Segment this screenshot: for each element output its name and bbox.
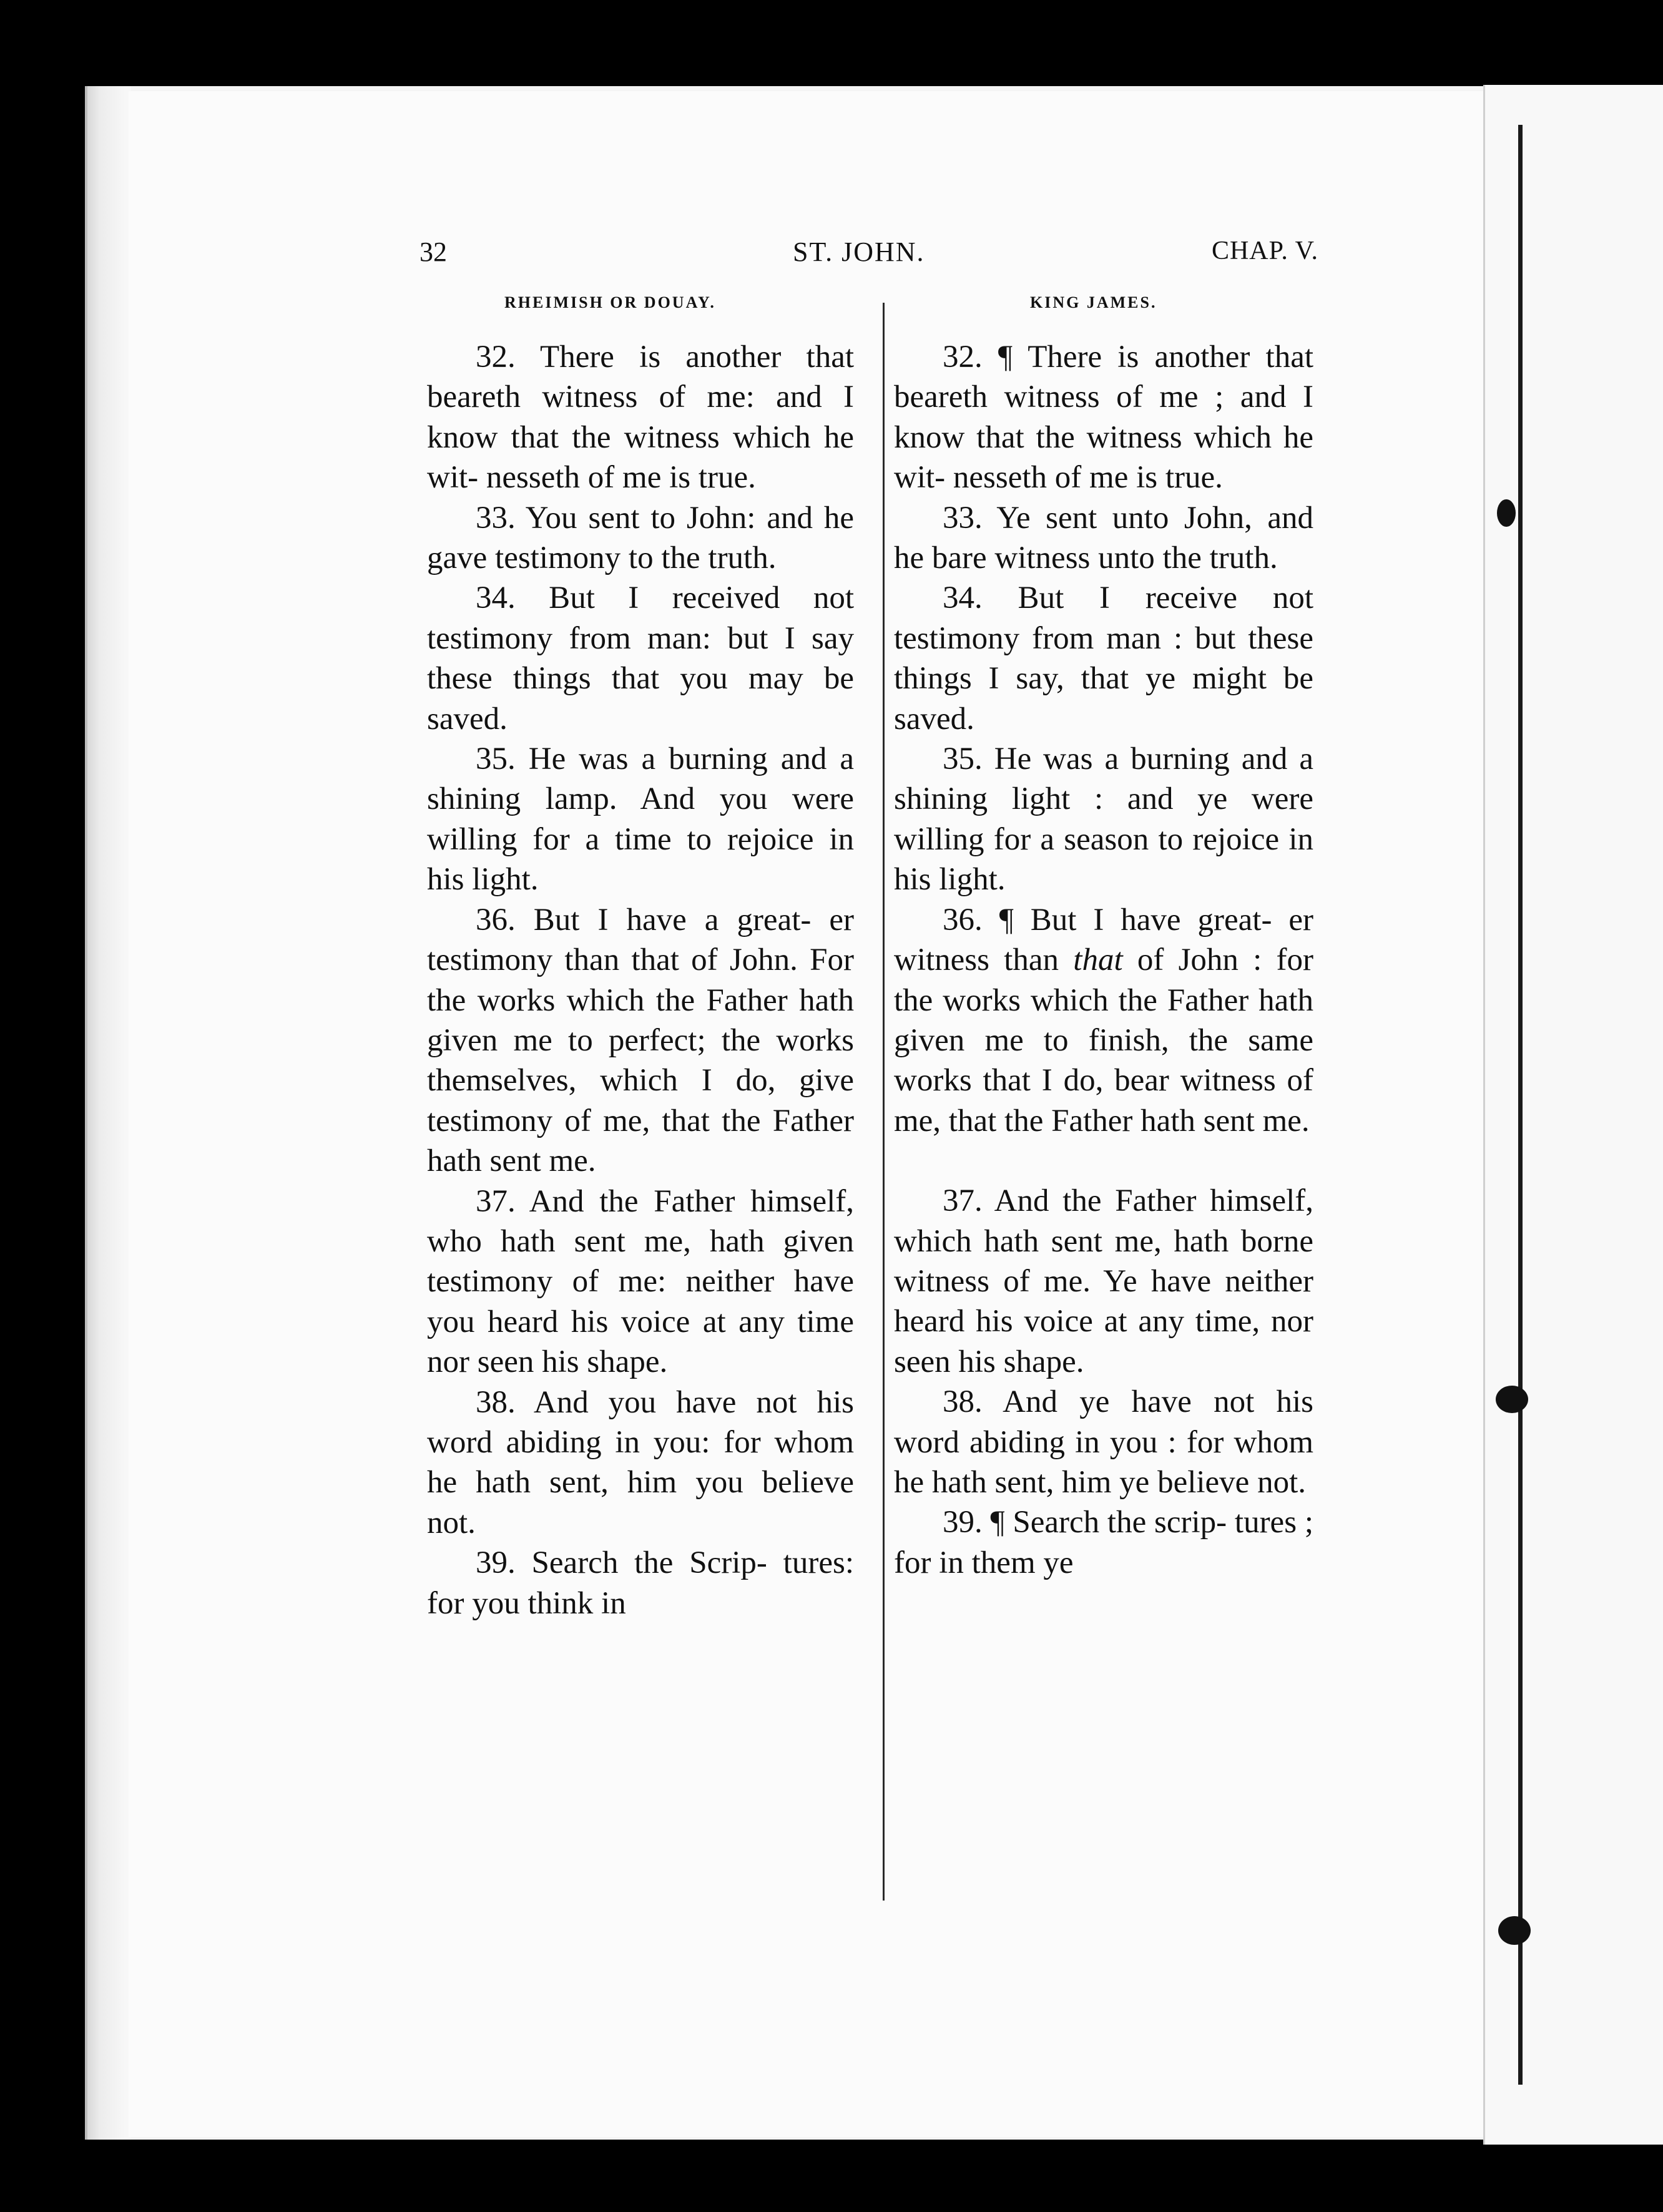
binding-stitch: [1498, 1916, 1531, 1945]
verse: 33. You sent to John: and he gave testimony to the truth.: [427, 500, 854, 576]
page-edge: [85, 86, 131, 2140]
binding-stitch: [1496, 1386, 1528, 1413]
italic-word: that: [1073, 942, 1123, 978]
verse: 32. There is another that beareth witness of me: and I know that the witness which he wit- nesseth of me is true.: [427, 340, 854, 496]
verse: 32. ¶ There is another that beareth witness of me ; and I know that the witness which he wit- nesseth of me is true.: [894, 340, 1313, 496]
binding-stitch: [1497, 499, 1516, 527]
verse: 35. He was a burning and a shining light : and ye were willing for a season to rejoice in his light.: [894, 741, 1313, 898]
king-james-column: [894, 337, 1313, 1583]
column-heading-rheimish: RHEIMISH OR DOUAY.: [504, 293, 716, 311]
facing-page-edge: [1483, 85, 1663, 2145]
column-divider: [883, 303, 885, 1901]
verse-text: of John : for the works which the Father hath given me to finish, the same works that I do, bear witness of me, that the Father hath sent me.: [894, 942, 1314, 1138]
verse: 37. And the Father himself, which hath sent me, hath borne witness of me. Ye have neither heard his voice at any time, nor seen his shape.: [894, 1183, 1313, 1379]
verse: [894, 900, 1313, 1141]
verse: 39. Search the Scrip- tures: for you think in: [427, 1545, 854, 1621]
chapter-label: CHAP. V.: [1211, 237, 1318, 265]
verse: 38. And ye have not his word abiding in you : for whom he hath sent, him ye believe not.: [894, 1384, 1313, 1500]
verse: 35. He was a burning and a shining lamp. And you were willing for a time to rejoice in his light.: [427, 741, 854, 898]
verse: 38. And you have not his word abiding in you: for whom he hath sent, him you believe not.: [427, 1384, 854, 1540]
verse: 33. Ye sent unto John, and he bare witness unto the truth.: [894, 500, 1313, 576]
rheimish-column: [427, 337, 854, 1623]
running-title: ST. JOHN.: [793, 237, 925, 267]
verse: 34. But I receive not testimony from man : but these things I say, that ye might be saved.: [894, 580, 1313, 737]
verse-text: 36. ¶ But I have great- er witness than: [894, 902, 1313, 978]
verse: 39. ¶ Search the scrip- tures ; for in them ye: [894, 1505, 1313, 1580]
column-heading-king-james: KING JAMES.: [1030, 293, 1157, 311]
page-header: [419, 236, 1318, 280]
binding-line: [1518, 125, 1523, 2085]
page-number: 32: [419, 237, 447, 267]
verse: 36. But I have a great- er testimony than that of John. For the works which the Father hath given me to perfect; the works themselves, which I do, give testimony of me, that the Father hath sent me.: [427, 902, 854, 1179]
verse: 37. And the Father himself, who hath sent me, hath given testimony of me: neither have you heard his voice at any time nor seen his shape.: [427, 1183, 854, 1380]
verse: 34. But I received not testimony from man: but I say these things that you may be saved.: [427, 580, 854, 737]
